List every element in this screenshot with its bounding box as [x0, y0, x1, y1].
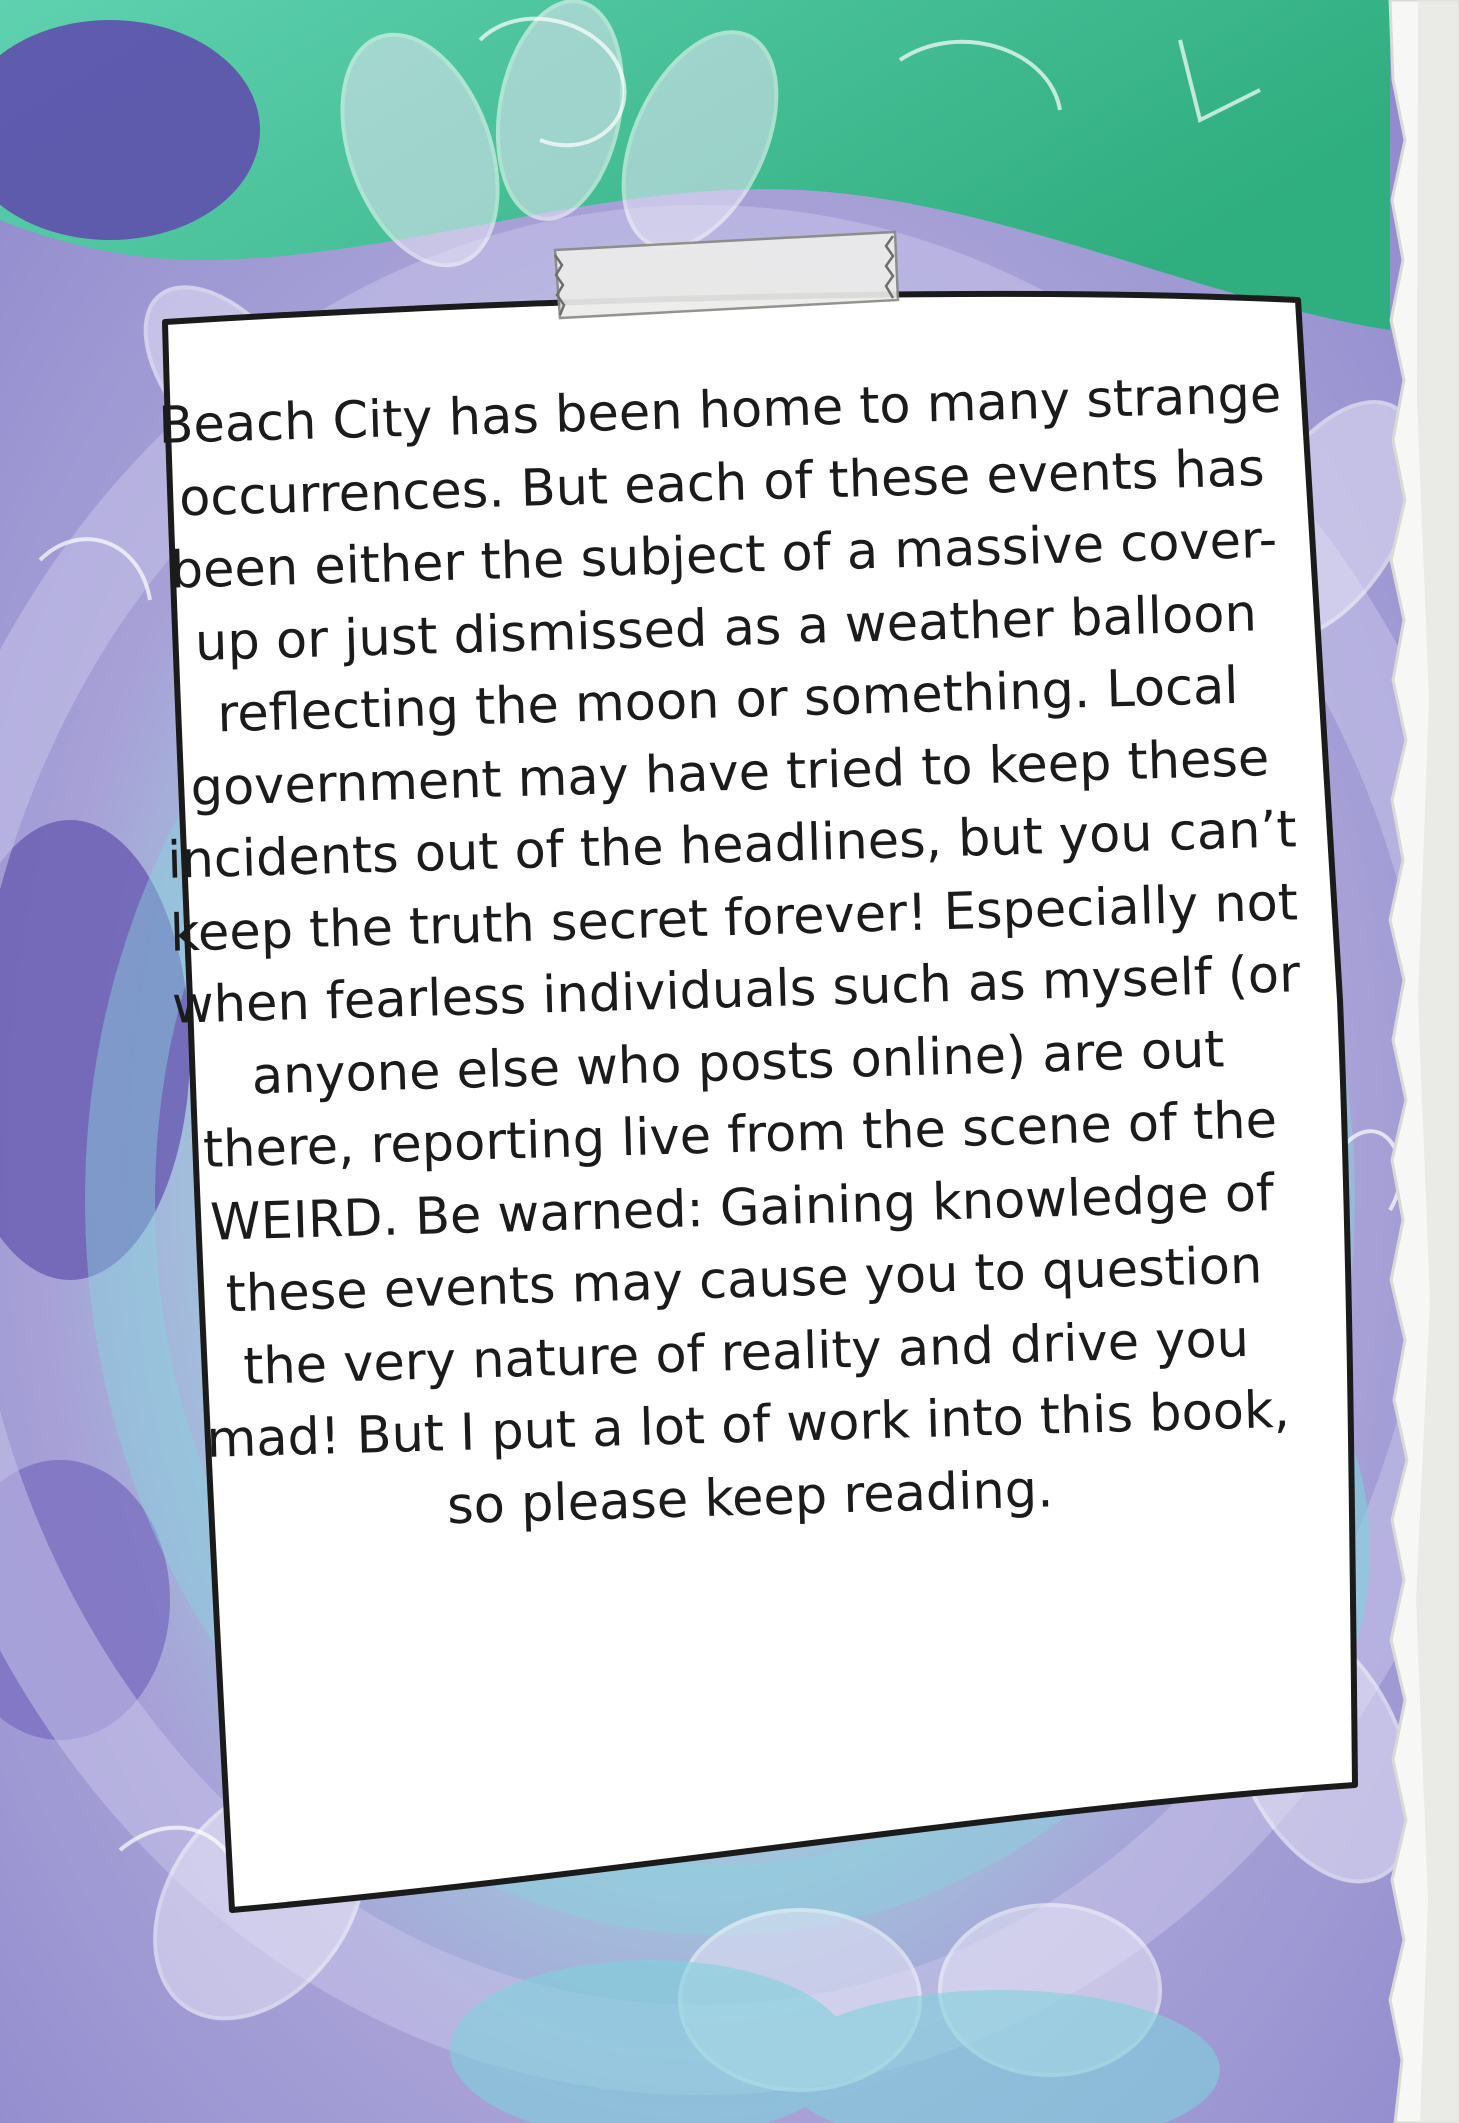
note-text: Beach City has been home to many strange occurrences. But each of these events has been either the subject of a massive cover-up or just dismissed as a weather balloon reflecting the moon or something. Local government may have tried to keep these incidents out of the headlines, but you can’t keep the truth secret forever! Especially not when fearless individuals such as myself (or anyone else who posts online) are out there, reporting live from the scene of the WEIRD. Be warned: Gaining knowledge of these events may cause you to question the very nature of reality and drive you mad! But I put a lot of work into this book, so please keep reading.	[157, 365, 1301, 1536]
